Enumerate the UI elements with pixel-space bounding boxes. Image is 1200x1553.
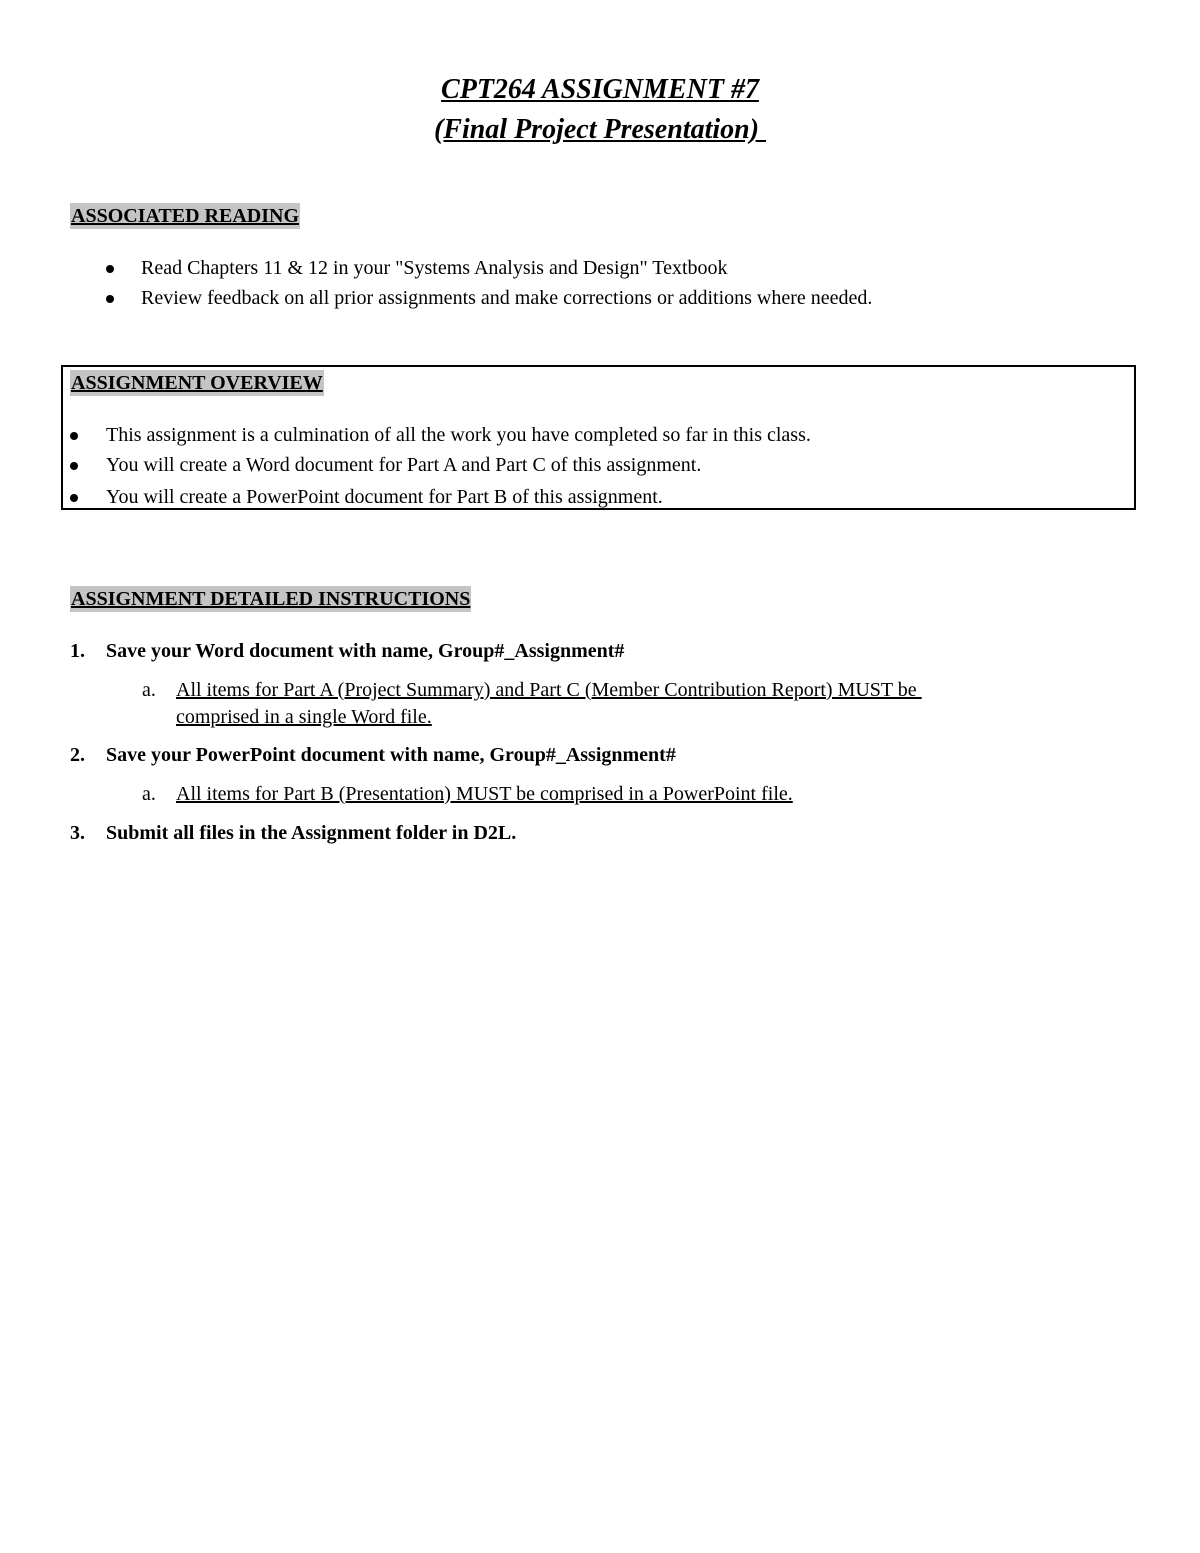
step-text: Submit all files in the Assignment folder in D2L.	[106, 822, 517, 844]
substep-text-line2: comprised in a single Word file.	[176, 706, 432, 728]
associated-reading-list	[106, 253, 872, 313]
document-title: CPT264 ASSIGNMENT #7	[441, 74, 759, 105]
substep-letter: a.	[142, 679, 156, 701]
step-text: Save your PowerPoint document with name, Group#_Assignment#	[106, 744, 676, 766]
list-item: You will create a PowerPoint document for Part B of this assignment.	[70, 482, 811, 512]
bullet-icon	[106, 265, 114, 273]
bullet-icon	[70, 494, 78, 502]
list-item: Read Chapters 11 & 12 in your "Systems Analysis and Design" Textbook	[106, 253, 872, 283]
associated-reading-heading: ASSOCIATED READING	[71, 205, 300, 227]
step-number: 3.	[70, 822, 85, 844]
instructions-heading: ASSIGNMENT DETAILED INSTRUCTIONS	[71, 588, 471, 610]
bullet-icon	[106, 295, 114, 303]
step-number: 2.	[70, 744, 85, 766]
step-text: Save your Word document with name, Group#_Assignment#	[106, 640, 625, 662]
substep-text-line1: All items for Part B (Presentation) MUST be comprised in a PowerPoint file.	[176, 783, 793, 805]
bullet-icon	[70, 432, 78, 440]
overview-heading: ASSIGNMENT OVERVIEW	[71, 372, 323, 394]
list-item: You will create a Word document for Part A and Part C of this assignment.	[70, 450, 811, 480]
bullet-icon	[70, 462, 78, 470]
list-item: Review feedback on all prior assignments and make corrections or additions where needed.	[106, 283, 872, 313]
list-item: This assignment is a culmination of all the work you have completed so far in this class.	[70, 420, 811, 450]
substep-text-line1: All items for Part A (Project Summary) and Part C (Member Contribution Report) MUST be	[176, 679, 922, 701]
document-subtitle: (Final Project Presentation)	[433, 114, 767, 145]
overview-list	[70, 420, 811, 512]
step-number: 1.	[70, 640, 85, 662]
substep-letter: a.	[142, 783, 156, 805]
